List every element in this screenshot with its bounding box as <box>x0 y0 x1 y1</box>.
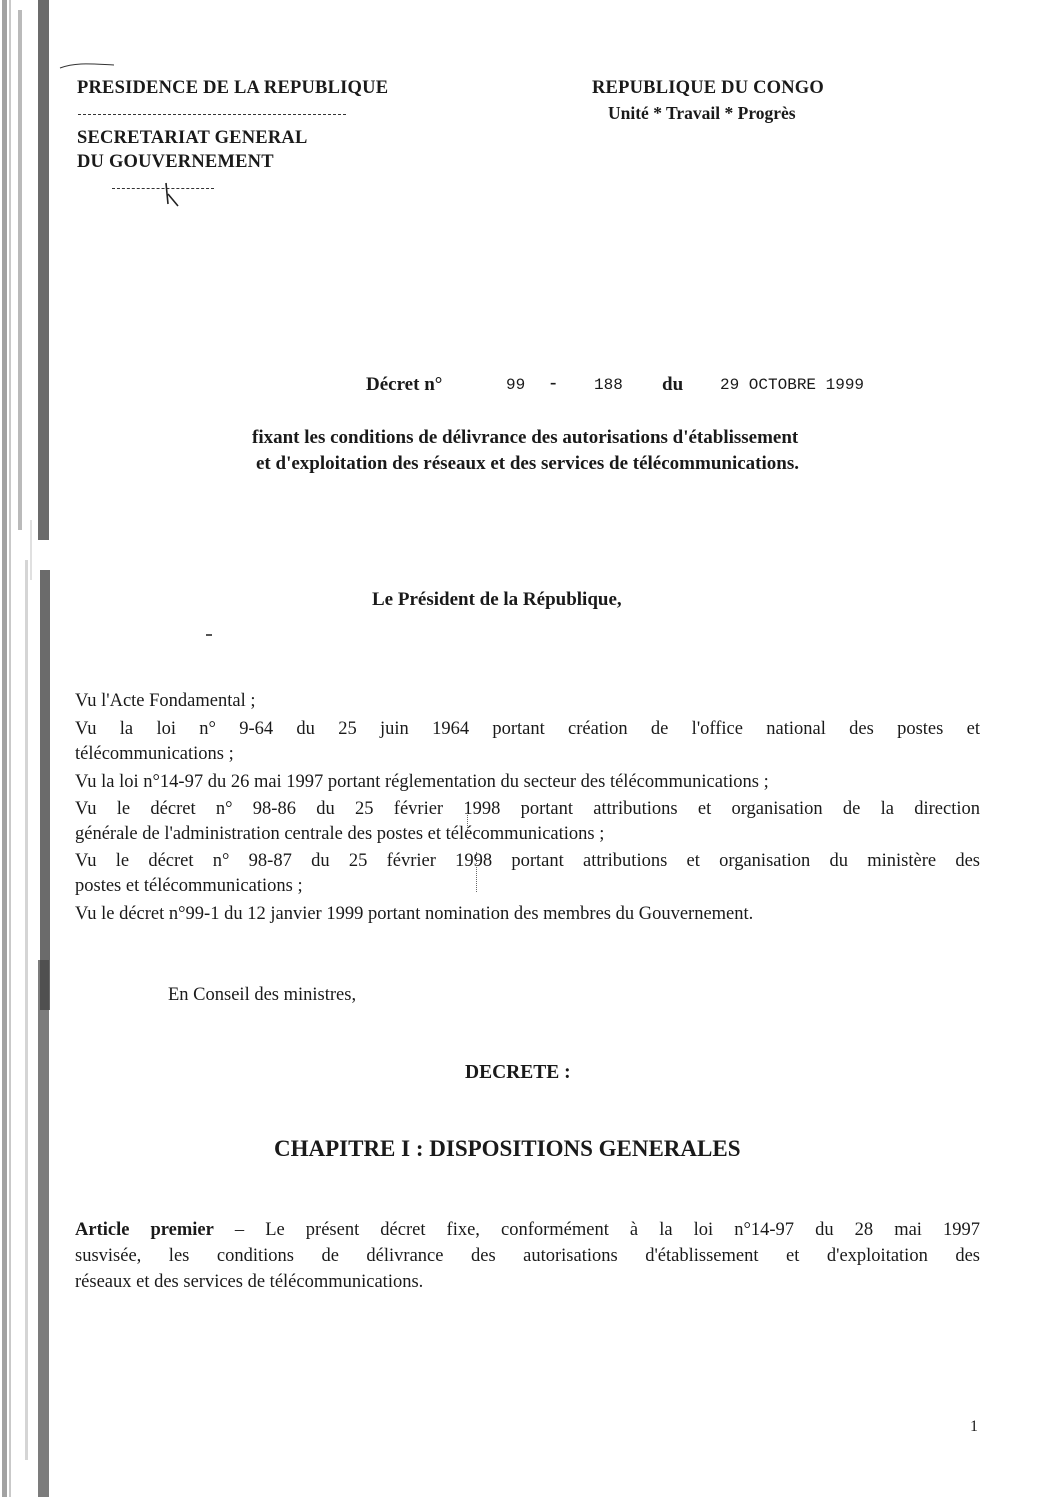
vu-line-1: Vu l'Acte Fondamental ; <box>75 691 256 711</box>
article-line-2: susvisée, les conditions de délivrance des autorisations d'établissement et d'exploitation des <box>75 1246 980 1266</box>
header-motto: Unité * Travail * Progrès <box>608 103 796 123</box>
article-line-1 <box>75 1218 980 1242</box>
decree-num-part: 188 <box>594 376 623 394</box>
vu-line-5: Vu le décret n° 98-86 du 25 février 1998 portant attributions et organisation de la direction <box>75 799 980 819</box>
decree-dash: - <box>550 372 557 393</box>
vu-line-3: télécommunications ; <box>75 744 234 764</box>
vu-line-2: Vu la loi n° 9-64 du 25 juin 1964 portant création de l'office national des postes et <box>75 719 980 739</box>
scan-stroke <box>58 60 116 72</box>
decree-du: du <box>662 374 684 395</box>
vu-line-8: postes et télécommunications ; <box>75 876 303 896</box>
chapter-heading: CHAPITRE I : DISPOSITIONS GENERALES <box>274 1136 741 1161</box>
president-heading: Le Président de la République, <box>372 589 622 610</box>
article-text-1: – Le présent décret fixe, conformément à la loi n°14-97 du 28 mai 1997 <box>213 1220 980 1240</box>
vu-line-9: Vu le décret n°99-1 du 12 janvier 1999 portant nomination des membres du Gouvernement. <box>75 904 754 924</box>
decrete-heading: DECRETE : <box>465 1062 571 1083</box>
decree-year-part: 99 <box>506 376 526 394</box>
scan-artifact-2 <box>476 852 478 892</box>
vu-line-4: Vu la loi n°14-97 du 26 mai 1997 portant réglementation du secteur des télécommunications ; <box>75 772 769 792</box>
header-gouvernement: DU GOUVERNEMENT <box>77 152 274 172</box>
header-separator-1 <box>78 114 346 115</box>
header-presidence: PRESIDENCE DE LA REPUBLIQUE <box>77 78 389 98</box>
page-number: 1 <box>970 1418 978 1435</box>
article-line-3: réseaux et des services de télécommunications. <box>75 1272 424 1292</box>
scan-artifact-1 <box>467 812 469 834</box>
decree-date: 29 OCTOBRE 1999 <box>720 376 865 394</box>
vu-line-6: générale de l'administration centrale des postes et télécommunications ; <box>75 824 605 844</box>
header-secretariat: SECRETARIAT GENERAL <box>77 128 308 148</box>
scan-binding-edge <box>0 0 58 1497</box>
handwritten-mark <box>160 180 182 208</box>
subject-line-1: fixant les conditions de délivrance des autorisations d'établissement <box>252 427 799 448</box>
subject-line-2: et d'exploitation des réseaux et des services de télécommunications. <box>256 453 799 474</box>
conseil-line: En Conseil des ministres, <box>168 985 357 1005</box>
decree-label: Décret n° <box>366 374 443 395</box>
scan-speck <box>206 634 212 636</box>
article-title: Article premier <box>75 1220 214 1240</box>
vu-line-7: Vu le décret n° 98-87 du 25 février 1998 portant attributions et organisation du ministère des <box>75 851 980 871</box>
header-republique: REPUBLIQUE DU CONGO <box>592 78 824 98</box>
